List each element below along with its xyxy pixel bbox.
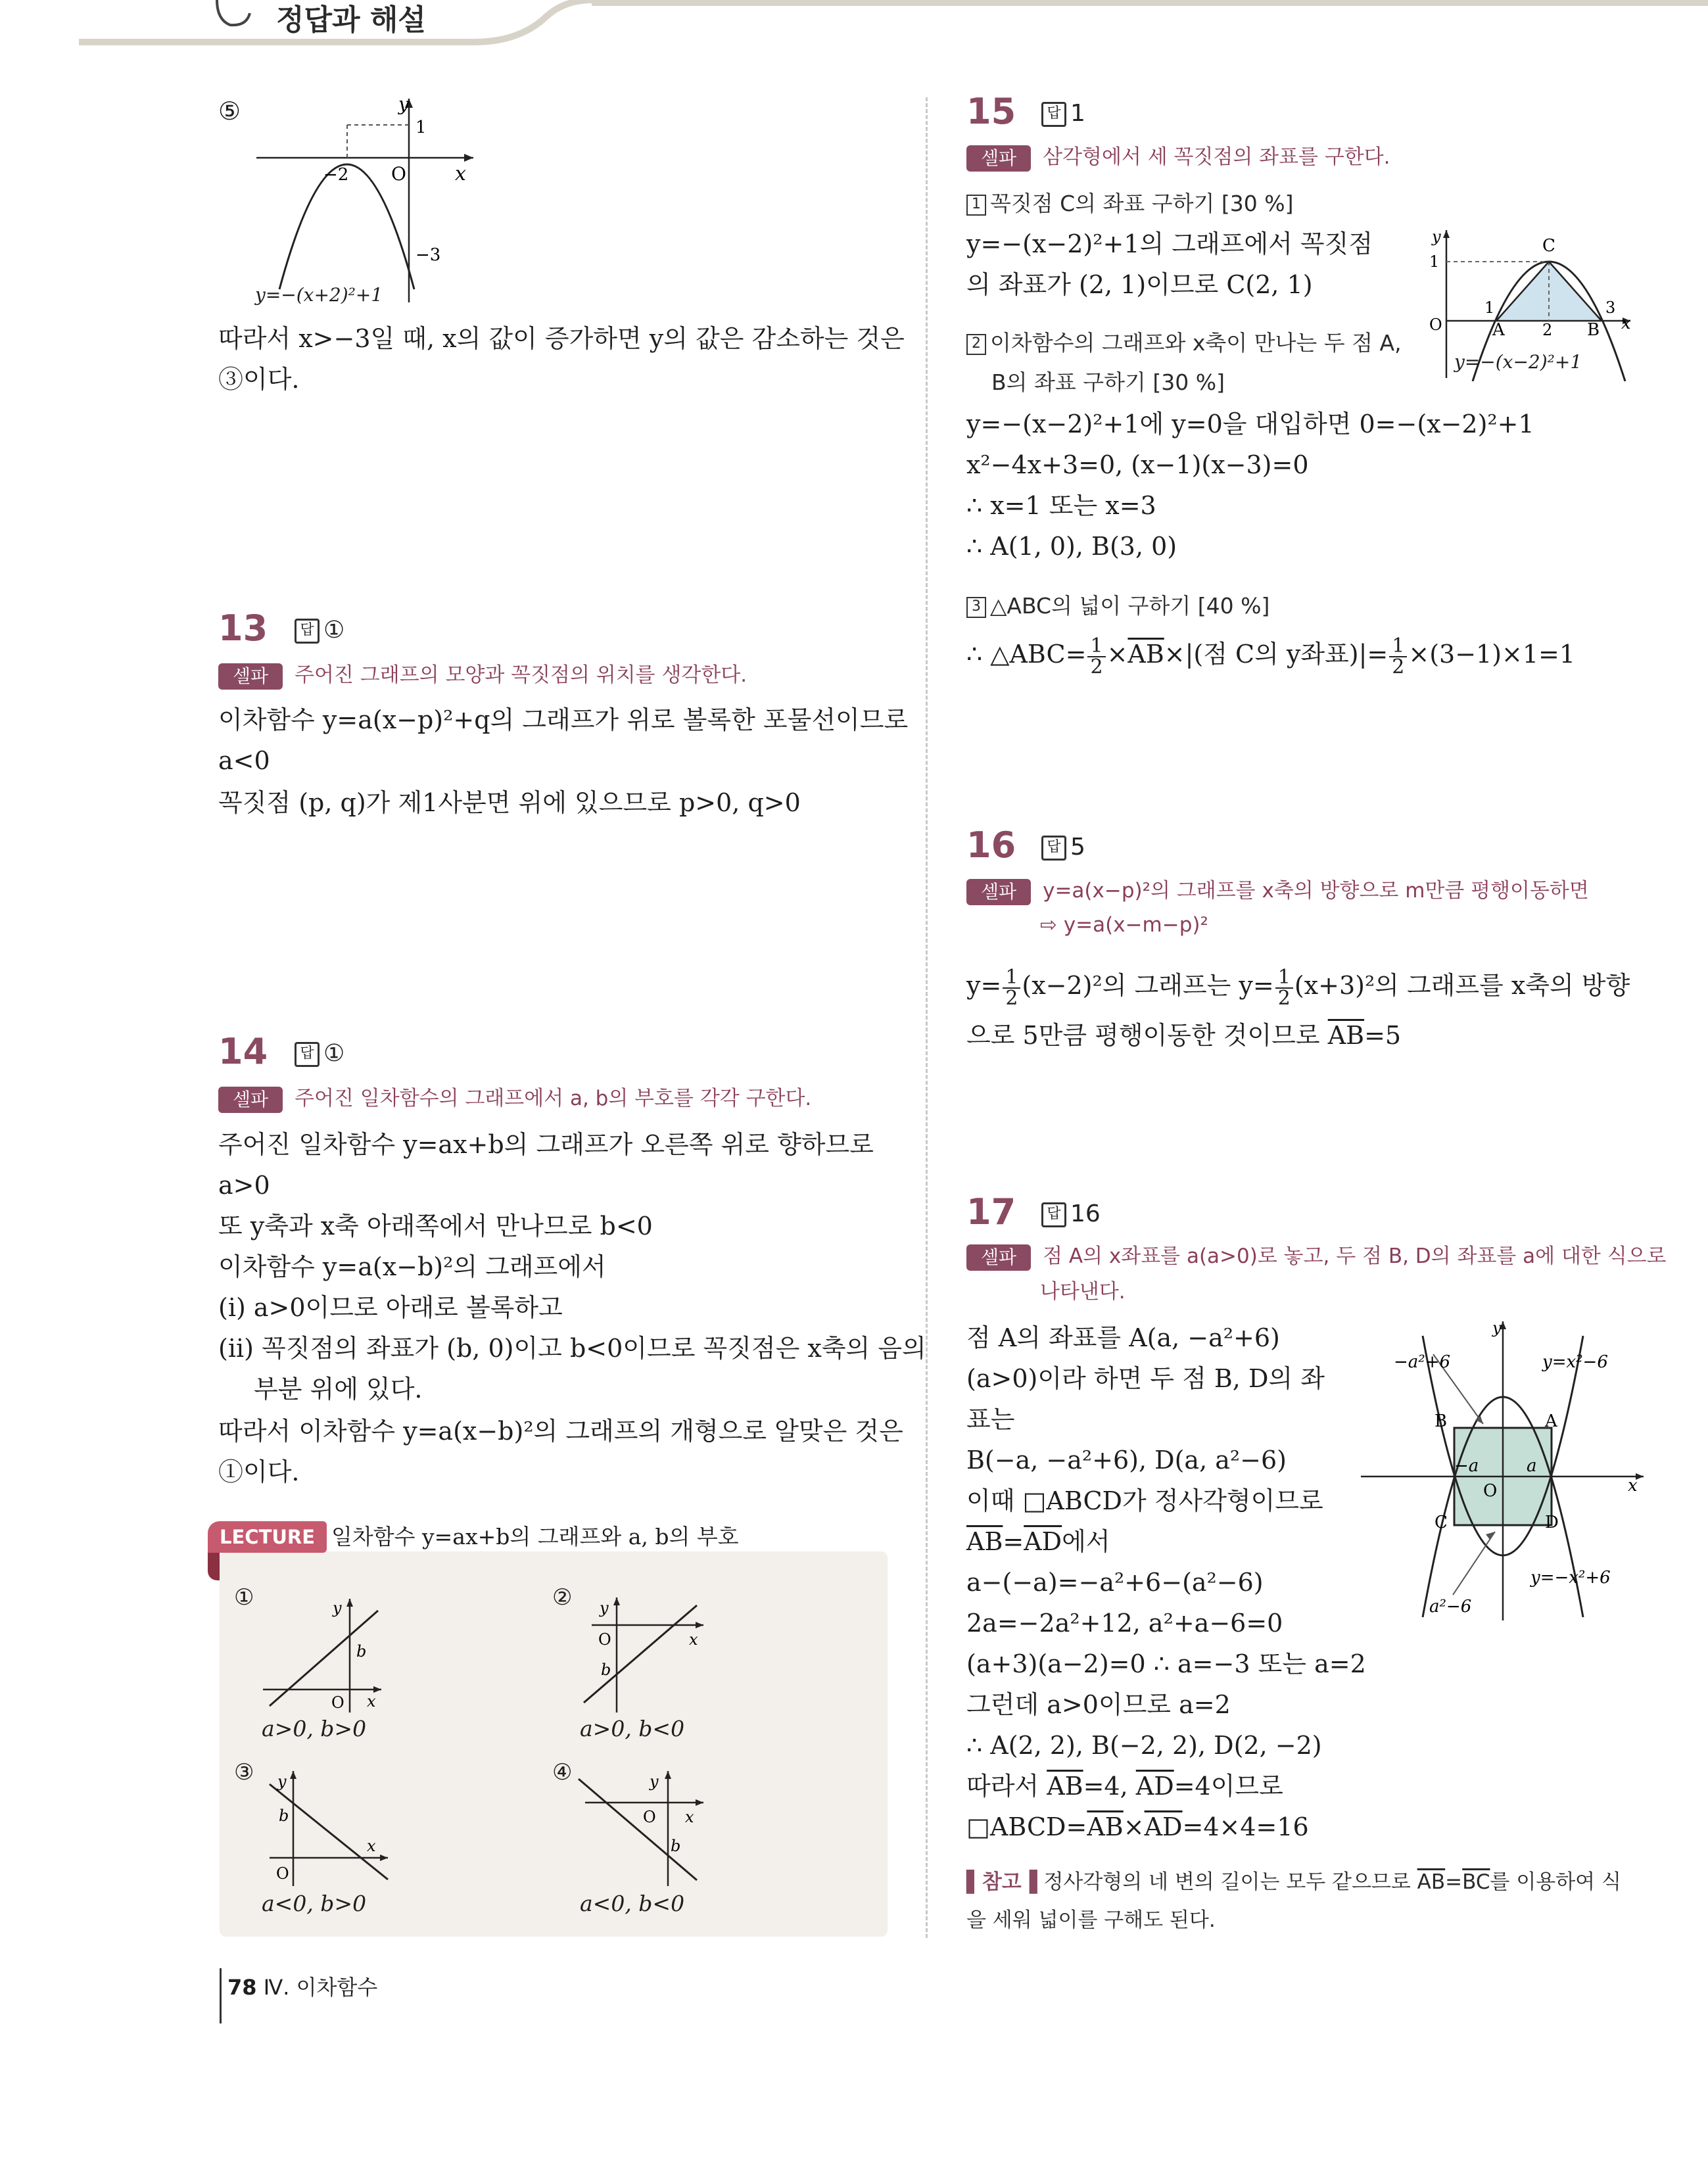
svg-text:x: x: [367, 1692, 376, 1711]
svg-text:b: b: [671, 1837, 681, 1855]
q15-step2: 2 이차함수의 그래프와 x축이 만나는 두 점 A,: [966, 326, 1402, 357]
q15-line-6: ∴ A(1, 0), B(3, 0): [966, 532, 1177, 561]
q15-answer: [1041, 100, 1085, 127]
lecture-panel2-graph: [572, 1591, 717, 1716]
q13-answer-label: 답: [295, 619, 320, 644]
q17-line-8: 2a=−2a²+12, a²+a−6=0: [966, 1609, 1283, 1638]
svg-text:y=−x²+6: y=−x²+6: [1530, 1568, 1611, 1588]
q14-line-6: (ⅱ) 꼭짓점의 좌표가 (b, 0)이고 b<0이므로 꼭짓점은 x축의 음의: [218, 1334, 926, 1363]
svg-text:b: b: [356, 1642, 367, 1661]
q14-hint-badge: 셀파: [218, 1087, 283, 1113]
q15-step2-cont: B의 좌표 구하기 [30 %]: [991, 369, 1225, 395]
item5-x-label: x: [455, 162, 466, 185]
q14-answer-value: ①: [323, 1040, 345, 1067]
svg-text:y: y: [600, 1599, 609, 1617]
q17-line-2: (a>0)이라 하면 두 점 B, D의 좌: [966, 1364, 1325, 1393]
lecture-panel3-caption: a<0, b>0: [262, 1891, 367, 1916]
footer-page: 78: [227, 1975, 257, 2000]
q15-answer-value: 1: [1070, 100, 1085, 127]
svg-text:b: b: [279, 1807, 289, 1825]
item5-one-label: 1: [415, 118, 427, 137]
q14-number: 14: [218, 1031, 268, 1072]
q15-step3: 3 △ABC의 넓이 구하기 [40 %]: [966, 589, 1269, 620]
q14-line-3: 또 y축과 x축 아래쪽에서 만나므로 b<0: [218, 1212, 653, 1241]
q17-answer-label: 답: [1041, 1202, 1066, 1227]
q15-line-1: y=−(x−2)²+1의 그래프에서 꼭짓점: [966, 229, 1373, 258]
q16-hint-badge: 셀파: [966, 879, 1031, 905]
q14-line-2: a>0: [218, 1171, 270, 1200]
q17-hint-2: 나타낸다.: [1040, 1280, 1126, 1304]
q17-line-9: (a+3)(a−2)=0 ∴ a=−3 또는 a=2: [966, 1649, 1366, 1678]
svg-text:O: O: [643, 1808, 656, 1826]
lecture-panel2-caption: a>0, b<0: [580, 1716, 685, 1741]
q14-answer-label: 답: [295, 1042, 320, 1067]
q17-square-graph: [1354, 1315, 1657, 1624]
lecture-panel2-num: ②: [552, 1584, 573, 1611]
item5-neg3-label: −3: [415, 245, 441, 265]
item5-line-1: 따라서 x>−3일 때, x의 값이 증가하면 y의 값은 감소하는 것은: [218, 324, 905, 353]
q17-line-1: 점 A의 좌표를 A(a, −a²+6): [966, 1323, 1280, 1352]
svg-text:a²−6: a²−6: [1429, 1597, 1472, 1617]
q16-line-1: y= $\frac{1}{2}$ (x−2)²의 그래프는 y= $\frac{1}{2}$ (x+3)²의 그래프를 x축의 방향: [966, 965, 1630, 1010]
q16-answer-value: 5: [1070, 834, 1085, 861]
svg-text:x: x: [367, 1837, 376, 1855]
q16-answer: [1041, 834, 1085, 861]
svg-text:−a: −a: [1454, 1456, 1479, 1476]
q13-number: 13: [218, 607, 268, 649]
svg-text:O: O: [1429, 316, 1442, 334]
svg-text:B: B: [1435, 1411, 1448, 1431]
lecture-panel1-graph: [256, 1591, 401, 1716]
q14-line-5: (ⅰ) a>0이므로 아래로 볼록하고: [218, 1293, 563, 1322]
q14-hint: 셀파 주어진 일차함수의 그래프에서 a, b의 부호를 각각 구한다.: [218, 1082, 811, 1115]
svg-text:x: x: [689, 1630, 698, 1649]
svg-text:1: 1: [1484, 298, 1495, 317]
svg-text:x: x: [1621, 314, 1631, 333]
svg-text:y=x²−6: y=x²−6: [1542, 1352, 1608, 1372]
svg-text:O: O: [276, 1864, 289, 1883]
q13-line-2: a<0: [218, 746, 270, 775]
q17-line-12: 따라서 $\overline{AB}=4$, $\overline{AD}=4$이므로: [966, 1772, 1283, 1801]
q17-hint: 셀파 점 A의 x좌표를 a(a>0)로 놓고, 두 점 B, D의 좌표를 a에 대한 식으로: [966, 1240, 1667, 1273]
q17-note-label: ▌참고▐: [966, 1870, 1037, 1894]
svg-text:y: y: [1492, 1319, 1502, 1337]
svg-text:O: O: [1483, 1481, 1498, 1501]
header-banner: [0, 0, 1708, 53]
lecture-badge: LECTURE: [208, 1521, 327, 1553]
svg-text:2: 2: [1542, 321, 1553, 339]
q15-answer-label: 답: [1041, 102, 1066, 127]
svg-text:D: D: [1545, 1513, 1559, 1532]
svg-text:x: x: [685, 1808, 694, 1826]
q17-line-13: $□ABCD=\overline{AB}\times\overline{AD}=4\times 4=16$: [966, 1812, 1309, 1841]
q13-hint: 셀파 주어진 그래프의 모양과 꼭짓점의 위치를 생각한다.: [218, 659, 747, 692]
svg-text:3: 3: [1605, 298, 1616, 317]
q17-hint-badge: 셀파: [966, 1244, 1031, 1271]
q17-answer: [1041, 1200, 1101, 1227]
q14-line-9: ①이다.: [218, 1457, 300, 1486]
svg-text:y: y: [333, 1599, 342, 1617]
footer-chapter: Ⅳ. 이차함수: [263, 1975, 378, 2000]
svg-text:B: B: [1587, 320, 1600, 340]
q15-hint-badge: 셀파: [966, 145, 1031, 172]
item5-origin: O: [391, 163, 406, 185]
q14-line-7: 부분 위에 있다.: [254, 1375, 423, 1404]
q17-note: ▌참고▐ 정사각형의 네 변의 길이는 모두 같으므로 $\overline{AB}=\overline{BC}$를 이용하여 식: [966, 1870, 1621, 1894]
footer: [227, 1971, 377, 2001]
column-divider: [926, 97, 928, 1938]
q15-line-2: 의 좌표가 (2, 1)이므로 C(2, 1): [966, 270, 1313, 299]
q14-line-1: 주어진 일차함수 y=ax+b의 그래프가 오른쪽 위로 향하므로: [218, 1130, 874, 1159]
svg-text:C: C: [1542, 236, 1555, 256]
footer-rule: [220, 1968, 222, 2023]
q17-line-4: B(−a, −a²+6), D(a, a²−6): [966, 1446, 1287, 1475]
lecture-panel3-graph: [256, 1764, 401, 1889]
q16-hint: 셀파 y=a(x−p)²의 그래프를 x축의 방향으로 m만큼 평행이동하면: [966, 874, 1589, 907]
q17-line-11: ∴ A(2, 2), B(−2, 2), D(2, −2): [966, 1731, 1322, 1760]
q13-answer-value: ①: [323, 617, 345, 644]
item5-label: ⑤: [218, 97, 241, 126]
q16-answer-label: 답: [1041, 836, 1066, 861]
q15-graph-caption: y=−(x−2)²+1: [1454, 351, 1582, 373]
lecture-panel3-num: ③: [234, 1759, 254, 1785]
q14-answer: [295, 1040, 344, 1067]
svg-text:1: 1: [1429, 252, 1440, 271]
q15-line-5: ∴ x=1 또는 x=3: [966, 491, 1156, 520]
q17-answer-value: 16: [1070, 1200, 1101, 1227]
lecture-panel4-num: ④: [552, 1759, 573, 1785]
svg-text:y: y: [1432, 227, 1441, 246]
lecture-title: 일차함수 y=ax+b의 그래프와 a, b의 부호: [331, 1524, 739, 1549]
q13-line-1: 이차함수 y=a(x−p)²+q의 그래프가 위로 볼록한 포물선이므로: [218, 705, 909, 734]
q17-line-5: 이때 □ABCD가 정사각형이므로: [966, 1486, 1323, 1515]
q15-step1: 1 꼭짓점 C의 좌표 구하기 [30 %]: [966, 187, 1294, 218]
q15-area-line: ∴ △ABC= $\frac{1}{2}$ $\times\overline{AB}\times|$(점 C의 y좌표)|= $\frac{1}{2}$ ×(3−1)×1=1: [966, 634, 1576, 678]
q17-line-10: 그런데 a>0이므로 a=2: [966, 1690, 1231, 1719]
svg-text:y: y: [650, 1772, 659, 1791]
svg-text:O: O: [598, 1630, 611, 1649]
q13-answer: [295, 617, 344, 644]
q14-line-8: 따라서 이차함수 y=a(x−b)²의 그래프의 개형으로 알맞은 것은: [218, 1417, 903, 1446]
q14-line-4: 이차함수 y=a(x−b)²의 그래프에서: [218, 1252, 606, 1281]
q15-line-4: x²−4x+3=0, (x−1)(x−3)=0: [966, 450, 1309, 479]
q13-hint-badge: 셀파: [218, 663, 283, 690]
lecture-panel4-graph: [572, 1764, 717, 1889]
item5-parabola-graph: [250, 92, 486, 309]
lecture-panel4-caption: a<0, b<0: [580, 1891, 685, 1916]
svg-text:x: x: [1628, 1476, 1638, 1496]
q17-line-6: $\overline{AB}=\overline{AD}$에서: [966, 1527, 1110, 1556]
svg-text:b: b: [601, 1661, 611, 1679]
item5-y-label: y: [398, 93, 409, 115]
item5-caption: y=−(x+2)²+1: [255, 284, 383, 306]
svg-text:A: A: [1492, 320, 1505, 340]
q17-note-2: 을 세워 넓이를 구해도 된다.: [966, 1908, 1216, 1932]
q15-line-3: y=−(x−2)²+1에 y=0을 대입하면 0=−(x−2)²+1: [966, 410, 1534, 438]
q16-hint-2: ⇨ y=a(x−m−p)²: [1040, 913, 1208, 937]
q17-line-3: 표는: [966, 1405, 1015, 1434]
svg-text:y: y: [277, 1772, 287, 1791]
q15-hint: 셀파 삼각형에서 세 꼭짓점의 좌표를 구한다.: [966, 141, 1390, 174]
svg-text:−a²+6: −a²+6: [1394, 1352, 1451, 1372]
q17-line-7: a−(−a)=−a²+6−(a²−6): [966, 1568, 1264, 1597]
svg-text:O: O: [331, 1693, 344, 1712]
svg-text:a: a: [1527, 1456, 1537, 1476]
item5-neg2-label: −2: [323, 165, 349, 185]
q16-line-2: 으로 5만큼 평행이동한 것이므로 $\overline{AB}=5$: [966, 1021, 1402, 1050]
q13-line-3: 꼭짓점 (p, q)가 제1사분면 위에 있으므로 p>0, q>0: [218, 788, 801, 817]
q16-number: 16: [966, 824, 1016, 866]
svg-text:C: C: [1435, 1513, 1448, 1532]
item5-line-2: ③이다.: [218, 365, 300, 394]
q15-number: 15: [966, 91, 1016, 132]
q17-number: 17: [966, 1191, 1016, 1233]
lecture-panel1-num: ①: [234, 1584, 254, 1611]
header-title: 정답과 해설: [276, 3, 426, 37]
lecture-panel1-caption: a>0, b>0: [262, 1716, 367, 1741]
svg-text:A: A: [1545, 1411, 1557, 1431]
lecture-badge-tab: [208, 1553, 220, 1580]
